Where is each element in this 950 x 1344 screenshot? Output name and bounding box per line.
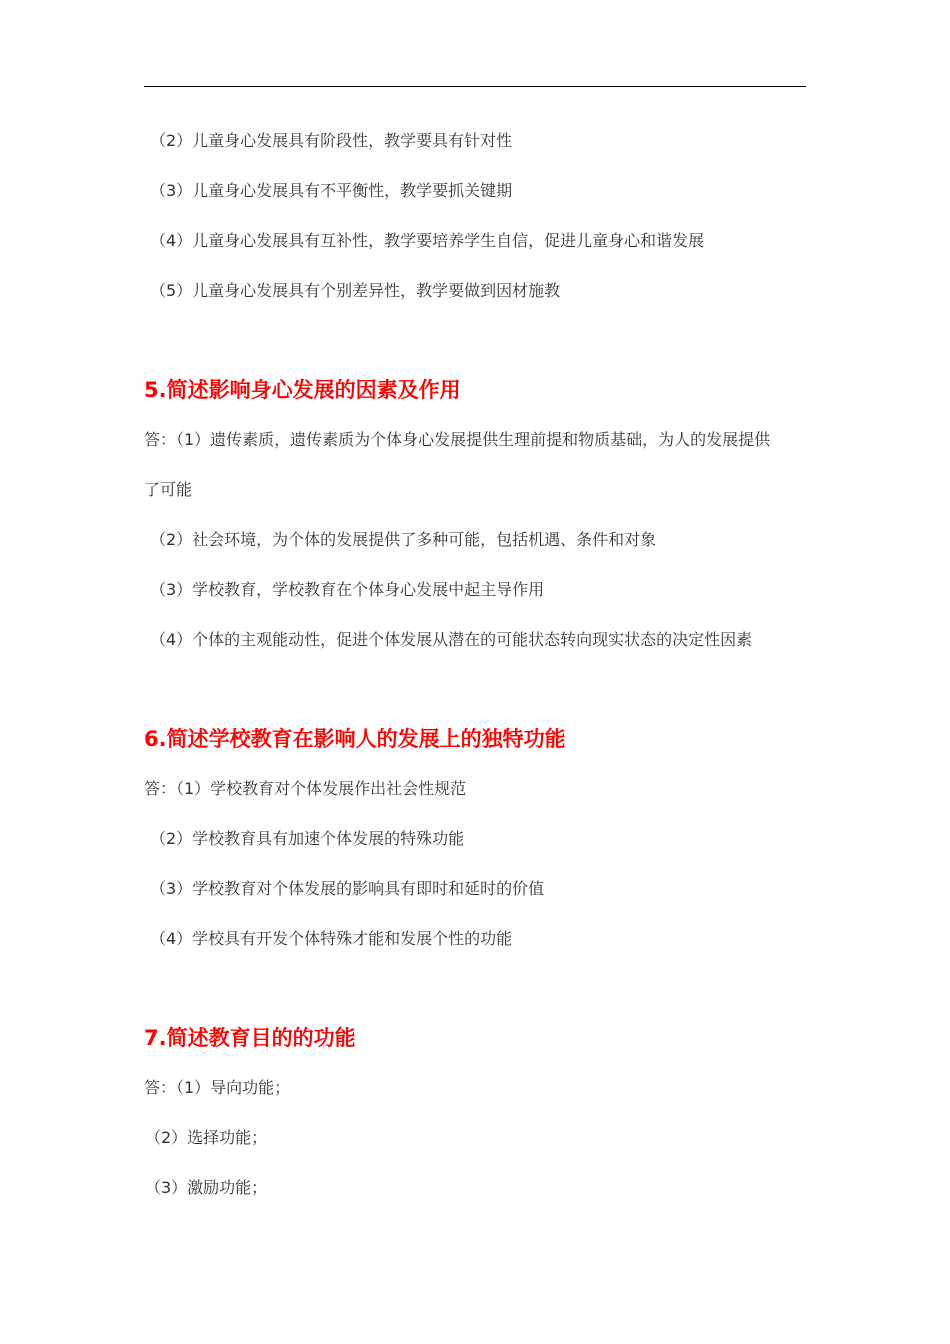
list-item: （2）学校教育具有加速个体发展的特殊功能 — [150, 829, 465, 848]
list-item: （3）激励功能； — [145, 1178, 268, 1197]
section-5-answer-continued: 了可能 — [144, 480, 193, 499]
list-item: （3）学校教育，学校教育在个体身心发展中起主导作用 — [150, 580, 545, 599]
section-7-title: 7.简述教育目的的功能 — [144, 1026, 356, 1050]
list-item: （4）儿童身心发展具有互补性，教学要培养学生自信，促进儿童身心和谐发展 — [150, 231, 705, 250]
section-7-answer: 答：（1）导向功能； — [144, 1078, 291, 1097]
section-5-title: 5.简述影响身心发展的因素及作用 — [144, 378, 461, 402]
list-item: （2）选择功能； — [145, 1128, 268, 1147]
header-rule — [144, 86, 806, 87]
section-5-answer: 答：（1）遗传素质，遗传素质为个体身心发展提供生理前提和物质基础，为人的发展提供 — [144, 430, 771, 449]
list-item: （5）儿童身心发展具有个别差异性，教学要做到因材施教 — [150, 281, 561, 300]
list-item: （2）社会环境，为个体的发展提供了多种可能，包括机遇、条件和对象 — [150, 530, 657, 549]
list-item: （4）学校具有开发个体特殊才能和发展个性的功能 — [150, 929, 513, 948]
list-item: （3）儿童身心发展具有不平衡性，教学要抓关键期 — [150, 181, 513, 200]
section-6-title: 6.简述学校教育在影响人的发展上的独特功能 — [144, 727, 566, 751]
list-item: （3）学校教育对个体发展的影响具有即时和延时的价值 — [150, 879, 545, 898]
list-item: （4）个体的主观能动性，促进个体发展从潜在的可能状态转向现实状态的决定性因素 — [150, 630, 753, 649]
list-item: （2）儿童身心发展具有阶段性，教学要具有针对性 — [150, 131, 513, 150]
section-6-answer: 答：（1）学校教育对个体发展作出社会性规范 — [144, 779, 467, 798]
